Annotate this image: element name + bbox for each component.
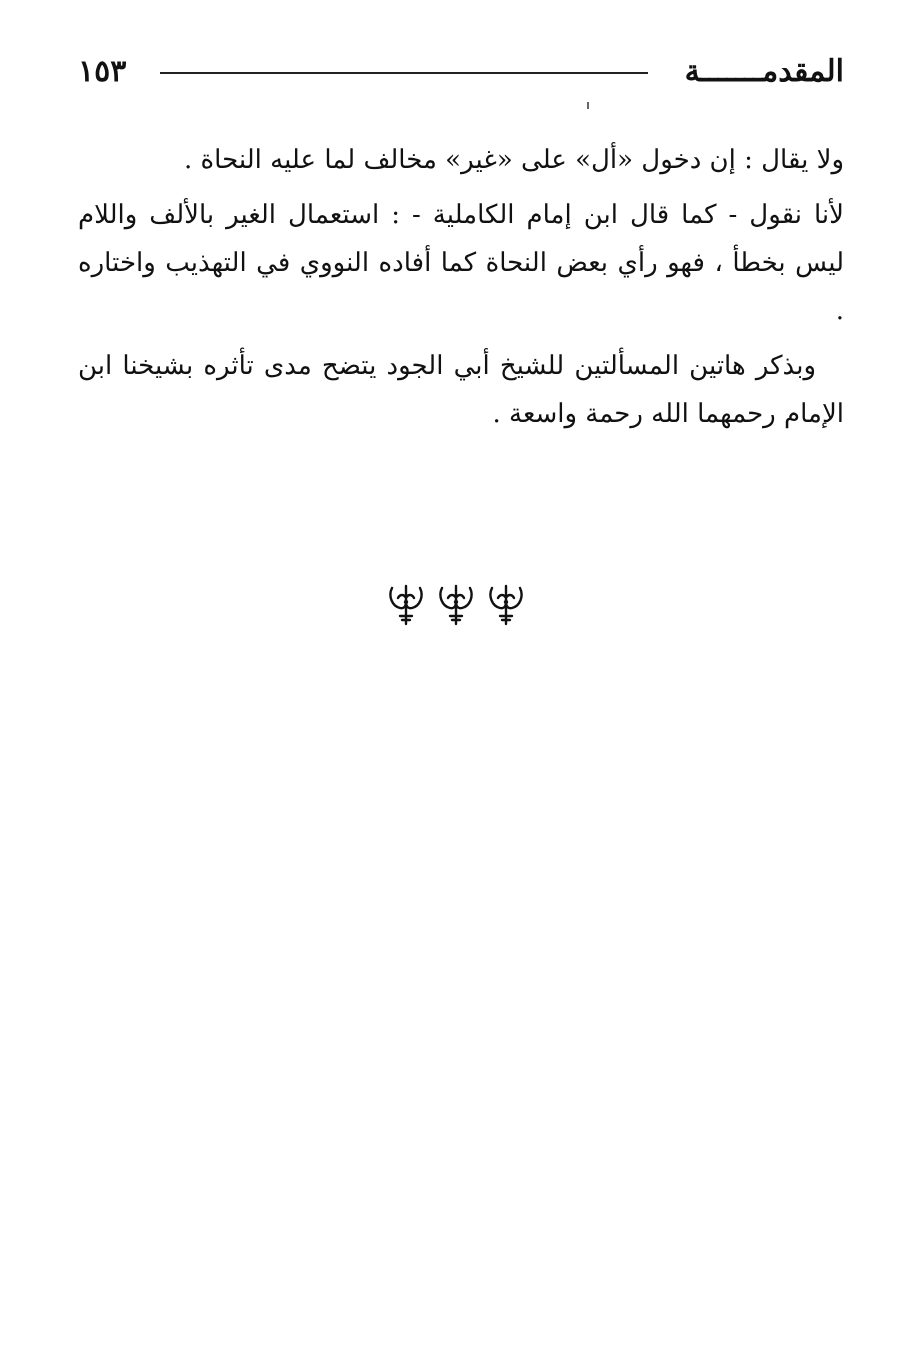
- lamp-ornament-icon: [386, 582, 426, 626]
- header-rule: [160, 72, 648, 74]
- page-header: [78, 52, 844, 92]
- lamp-ornament-icon: [486, 582, 526, 626]
- paragraph-2: لأنا نقول - كما قال ابن إمام الكاملية - : استعمال الغير بالألف واللام ليس بخطأ ، فهو رأي بعض النحاة كما أفاده النووي في التهذيب واختاره .: [78, 200, 844, 326]
- paragraph-3: وبذكر هاتين المسألتين للشيخ أبي الجود يتضح مدى تأثره بشيخنا ابن الإمام رحمهما الله رحمة واسعة .: [78, 351, 844, 429]
- section-end-ornament: [386, 582, 536, 626]
- paragraph-1: ولا يقال : إن دخول «أل» على «غير» مخالف لما عليه النحاة .: [184, 145, 844, 175]
- scan-speck: [587, 102, 589, 109]
- section-title: المقدمـــــــة: [684, 54, 844, 89]
- lamp-ornament-icon: [436, 582, 476, 626]
- body-text: [78, 136, 844, 445]
- page-number: ١٥٣: [78, 54, 127, 89]
